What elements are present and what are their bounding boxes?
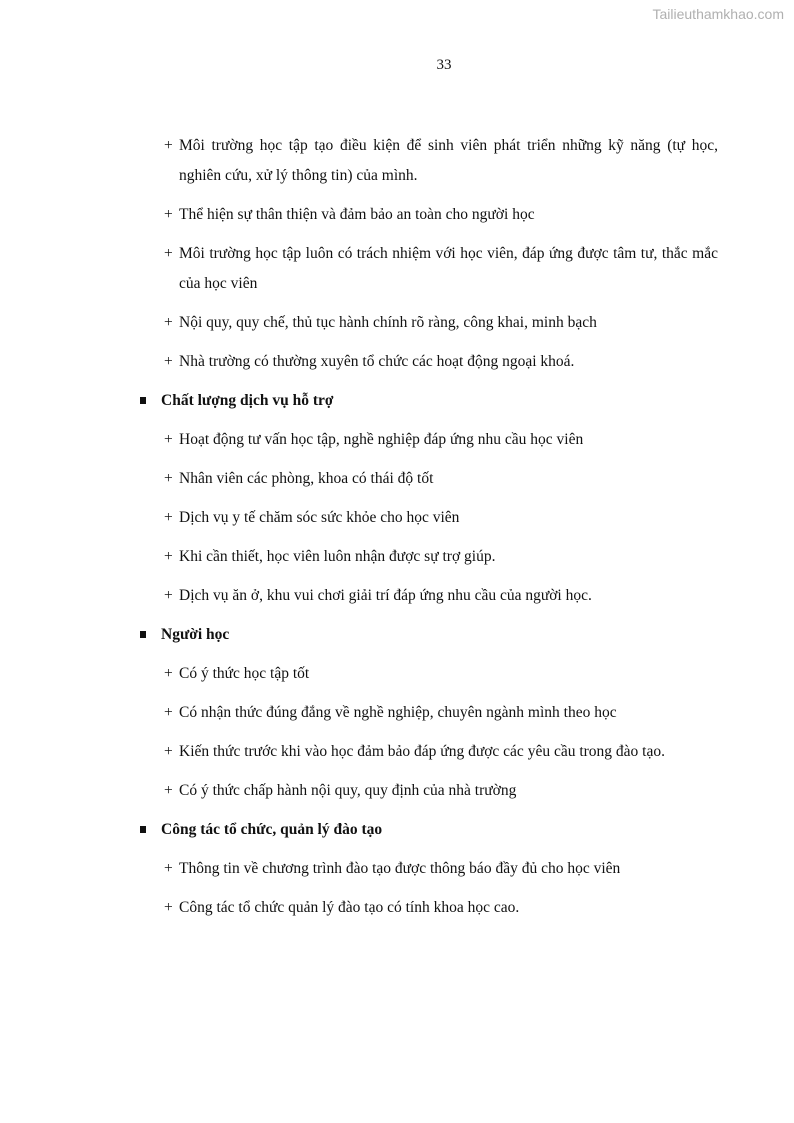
plus-icon: +	[164, 470, 173, 487]
plus-icon: +	[164, 314, 173, 331]
list-item: + Hoạt động tư vấn học tập, nghề nghiệp đáp ứng nhu cầu học viên	[140, 425, 718, 455]
plus-icon: +	[164, 509, 173, 526]
plus-icon: +	[164, 899, 173, 916]
square-bullet-icon	[140, 631, 146, 638]
list-item: + Nội quy, quy chế, thủ tục hành chính rõ ràng, công khai, minh bạch	[140, 308, 718, 338]
section-heading: Chất lượng dịch vụ hỗ trợ	[140, 386, 718, 416]
plus-icon: +	[164, 743, 173, 760]
list-item: + Kiến thức trước khi vào học đảm bảo đáp ứng được các yêu cầu trong đào tạo.	[140, 737, 718, 767]
list-item: + Có ý thức học tập tốt	[140, 659, 718, 689]
watermark: Tailieuthamkhao.com	[652, 6, 784, 22]
section-heading: Công tác tổ chức, quản lý đào tạo	[140, 815, 718, 845]
list-item: + Có nhận thức đúng đắng về nghề nghiệp, chuyên ngành mình theo học	[140, 698, 718, 728]
square-bullet-icon	[140, 826, 146, 833]
list-item: + Có ý thức chấp hành nội quy, quy định của nhà trường	[140, 776, 718, 806]
plus-icon: +	[164, 206, 173, 223]
document-body	[140, 131, 718, 932]
plus-icon: +	[164, 548, 173, 565]
list-item: + Khi cần thiết, học viên luôn nhận được sự trợ giúp.	[140, 542, 718, 572]
section-heading: Người học	[140, 620, 718, 650]
plus-icon: +	[164, 704, 173, 721]
list-item: + Thể hiện sự thân thiện và đảm bảo an toàn cho người học	[140, 200, 718, 230]
list-item: + Nhà trường có thường xuyên tổ chức các hoạt động ngoại khoá.	[140, 347, 718, 377]
page-number: 33	[436, 57, 452, 73]
plus-icon: +	[164, 431, 173, 448]
list-item: + Môi trường học tập tạo điều kiện để sinh viên phát triển những kỹ năng (tự học, nghiên cứu, xử lý thông tin) của mình.	[140, 131, 718, 191]
plus-icon: +	[164, 587, 173, 604]
list-item: + Công tác tổ chức quản lý đào tạo có tính khoa học cao.	[140, 893, 718, 923]
list-item: + Môi trường học tập luôn có trách nhiệm với học viên, đáp ứng được tâm tư, thắc mắc của học viên	[140, 239, 718, 299]
plus-icon: +	[164, 353, 173, 370]
list-item: + Thông tin về chương trình đào tạo được thông báo đầy đủ cho học viên	[140, 854, 718, 884]
list-item: + Dịch vụ y tế chăm sóc sức khỏe cho học viên	[140, 503, 718, 533]
plus-icon: +	[164, 782, 173, 799]
plus-icon: +	[164, 665, 173, 682]
plus-icon: +	[164, 245, 173, 262]
plus-icon: +	[164, 137, 173, 154]
list-item: + Dịch vụ ăn ở, khu vui chơi giải trí đáp ứng nhu cầu của người học.	[140, 581, 718, 611]
plus-icon: +	[164, 860, 173, 877]
list-item: + Nhân viên các phòng, khoa có thái độ tốt	[140, 464, 718, 494]
square-bullet-icon	[140, 397, 146, 404]
